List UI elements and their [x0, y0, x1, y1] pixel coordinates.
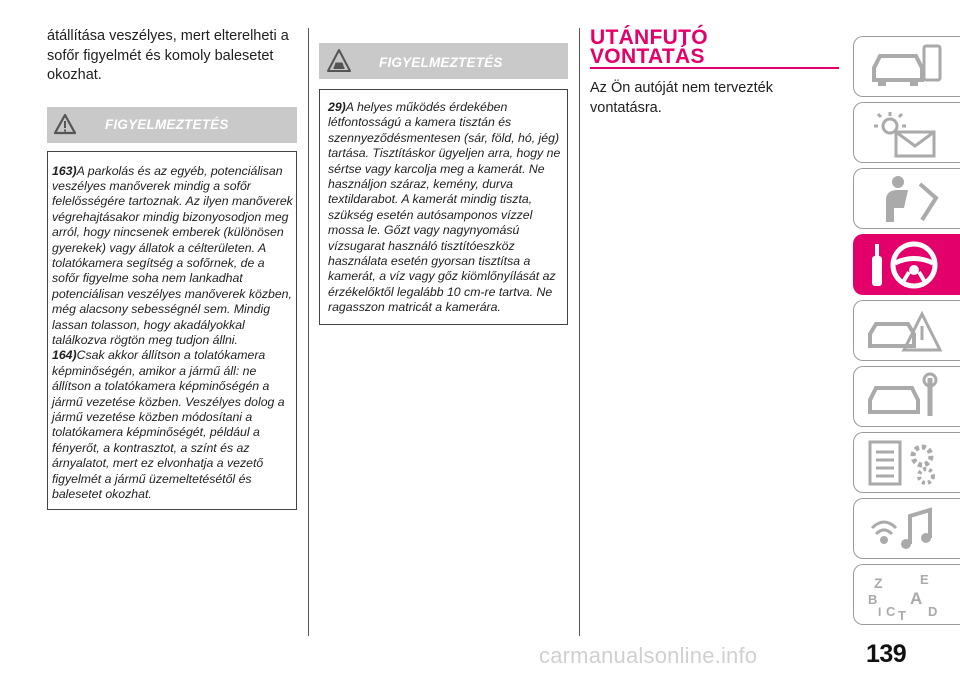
- column-divider: [579, 28, 580, 636]
- section-title-line: UTÁNFUTÓ: [590, 26, 708, 49]
- tab-index[interactable]: [853, 564, 960, 625]
- intro-text: átállítása veszélyes, mert elterelheti a sofőr figyelmét és komoly balesetet okozhat.: [47, 28, 289, 83]
- index-letter: C: [886, 604, 896, 619]
- warning-box: [319, 89, 568, 325]
- index-letter: E: [920, 572, 929, 587]
- tab-maintenance[interactable]: [853, 366, 960, 427]
- warning-item-text: A parkolás és az egyéb, potenciálisan veszélyes manőverek mindig a sofőr felelősségére tartoznak. Az ilyen manőverek végrehajtásakor mindig bizonyosodjon meg arról, hogy nincsenek emberek (különösen gyerekek) vagy állatok a célterületen. A tolatókamera segítség a sofőrnek, de a sofőr figyelme soha nem lankadhat potenciálisan veszélyes manőverek közben, még alacsony sebességnél sem. Mindig lassan tolasson, hogy akadályokkal találkozva rögtön meg tudjon állni.: [52, 163, 293, 347]
- technical-data-icon: [864, 438, 944, 488]
- warning-header: [319, 43, 568, 79]
- warning-item-text: A helyes működés érdekében létfontosságú a kamera tisztán és szennyeződésmentesen (sár, föld, hó, jég) tartása. Tisztításkor ügyeljen arra, hogy ne sértse vagy karcolja meg a kamerát. Ne használjon száraz, kemény, durva textildarabot. A kamerát mindig tiszta, szükség esetén autósamponos vízzel mossa le. Gőzt vagy nagynyomású vízsugarat használó tisztítóeszköz használata esetén gyorsan tisztítsa a kamerát, a víz vagy gőz kiömlőnyílását az érzékelőktől legalább 10 cm-re tartva. Ne ragasszon matricát a kamerára.: [328, 100, 561, 315]
- page-number: 139: [866, 640, 907, 668]
- warning-item-number: 163): [52, 163, 77, 178]
- column-right: [590, 28, 839, 118]
- column-divider: [308, 28, 309, 636]
- index-letter: B: [868, 592, 878, 607]
- tab-starting-driving[interactable]: [853, 234, 960, 295]
- index-letter: D: [928, 604, 938, 619]
- tab-warning-lights[interactable]: [853, 102, 960, 163]
- seat-safety-icon: [864, 174, 944, 224]
- index-letter: Z: [874, 575, 883, 591]
- warning-triangle-icon: [53, 111, 77, 139]
- warning-item-number: 164): [52, 348, 77, 363]
- warning-item-number: 29): [328, 100, 346, 114]
- section-title: [590, 28, 839, 66]
- index-letter: I: [878, 605, 882, 619]
- index-letter: T: [898, 608, 906, 620]
- section-body: Az Ön autóját nem tervezték vontatásra.: [590, 80, 773, 116]
- warning-lights-icon: [864, 108, 944, 158]
- tab-multimedia[interactable]: [853, 498, 960, 559]
- warning-box: [47, 151, 297, 511]
- tab-emergency[interactable]: [853, 300, 960, 361]
- key-steering-wheel-icon: [864, 240, 944, 290]
- tab-safety[interactable]: [853, 168, 960, 229]
- car-maintenance-icon: [864, 372, 944, 422]
- breakdown-icon: [864, 306, 944, 356]
- car-warning-icon: [327, 48, 351, 76]
- warning-title: FIGYELMEZTETÉS: [379, 55, 503, 70]
- tab-technical-data[interactable]: [853, 432, 960, 493]
- watermark: carmanualsonline.info: [539, 643, 758, 668]
- car-dashboard-icon: [864, 42, 944, 92]
- tab-car-dashboard[interactable]: [853, 36, 960, 97]
- section-title-line: VONTATÁS: [590, 45, 705, 68]
- multimedia-icon: [864, 504, 944, 554]
- column-middle: [319, 43, 568, 325]
- warning-title: FIGYELMEZTETÉS: [105, 116, 229, 132]
- warning-item: [52, 348, 293, 502]
- warning-item: [328, 100, 564, 316]
- warning-item: [52, 164, 293, 349]
- index-letter: A: [910, 589, 923, 608]
- warning-header: [47, 107, 297, 143]
- warning-item-text: Csak akkor állítson a tolatókamera képminőségén, amikor a jármű áll: ne állítson a tolatókamera képminőségén a jármű vezetése közben. Veszélyes dolog a jármű vezetése közben módosítani a tolatókamera képminőségét, például a fényerőt, a kontrasztot, a színt és az árnyalatot, mert ez elvonhatja a vezető figyelmét a jármű üzemeltetésétől és balesetet okozhat.: [52, 348, 285, 502]
- column-left: [47, 27, 297, 510]
- alphabetical-index-icon: [864, 570, 944, 620]
